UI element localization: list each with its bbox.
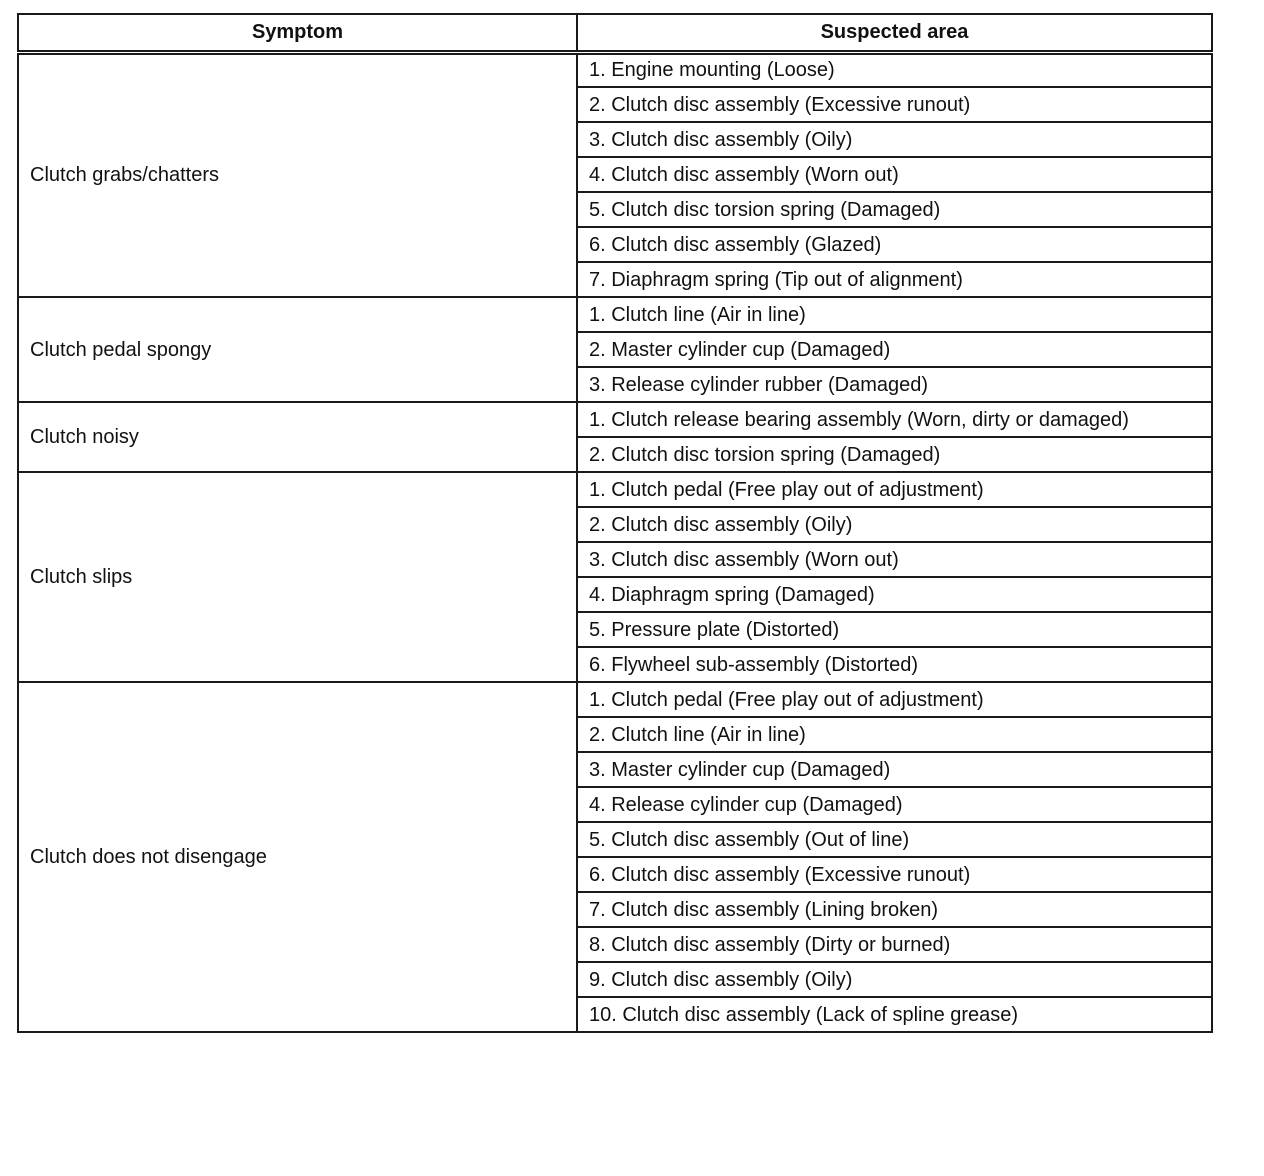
suspected-area-cell: 10. Clutch disc assembly (Lack of spline grease) bbox=[577, 997, 1212, 1032]
suspected-area-cell: 3. Master cylinder cup (Damaged) bbox=[577, 752, 1212, 787]
symptom-cell: Clutch slips bbox=[18, 472, 577, 682]
suspected-area-cell: 4. Release cylinder cup (Damaged) bbox=[577, 787, 1212, 822]
suspected-area-cell: 2. Clutch disc assembly (Oily) bbox=[577, 507, 1212, 542]
column-header-symptom: Symptom bbox=[18, 14, 577, 52]
suspected-area-cell: 1. Clutch pedal (Free play out of adjustment) bbox=[577, 682, 1212, 717]
table-body bbox=[18, 52, 1212, 1032]
suspected-area-cell: 3. Clutch disc assembly (Worn out) bbox=[577, 542, 1212, 577]
suspected-area-cell: 4. Clutch disc assembly (Worn out) bbox=[577, 157, 1212, 192]
suspected-area-cell: 9. Clutch disc assembly (Oily) bbox=[577, 962, 1212, 997]
symptom-cell: Clutch does not disengage bbox=[18, 682, 577, 1032]
suspected-area-cell: 6. Clutch disc assembly (Glazed) bbox=[577, 227, 1212, 262]
suspected-area-cell: 1. Clutch line (Air in line) bbox=[577, 297, 1212, 332]
suspected-area-cell: 1. Clutch pedal (Free play out of adjustment) bbox=[577, 472, 1212, 507]
suspected-area-cell: 1. Clutch release bearing assembly (Worn, dirty or damaged) bbox=[577, 402, 1212, 437]
table-row bbox=[18, 297, 1212, 332]
suspected-area-cell: 7. Clutch disc assembly (Lining broken) bbox=[577, 892, 1212, 927]
suspected-area-cell: 2. Clutch line (Air in line) bbox=[577, 717, 1212, 752]
table-row bbox=[18, 52, 1212, 87]
header-row bbox=[18, 14, 1212, 52]
suspected-area-cell: 6. Flywheel sub-assembly (Distorted) bbox=[577, 647, 1212, 682]
table-row bbox=[18, 472, 1212, 507]
table-row bbox=[18, 402, 1212, 437]
suspected-area-cell: 1. Engine mounting (Loose) bbox=[577, 52, 1212, 87]
troubleshooting-table bbox=[17, 13, 1213, 1033]
symptom-cell: Clutch grabs/chatters bbox=[18, 52, 577, 297]
suspected-area-cell: 2. Master cylinder cup (Damaged) bbox=[577, 332, 1212, 367]
symptom-cell: Clutch noisy bbox=[18, 402, 577, 472]
symptom-cell: Clutch pedal spongy bbox=[18, 297, 577, 402]
suspected-area-cell: 6. Clutch disc assembly (Excessive runout) bbox=[577, 857, 1212, 892]
suspected-area-cell: 2. Clutch disc assembly (Excessive runout) bbox=[577, 87, 1212, 122]
suspected-area-cell: 7. Diaphragm spring (Tip out of alignment) bbox=[577, 262, 1212, 297]
suspected-area-cell: 5. Clutch disc torsion spring (Damaged) bbox=[577, 192, 1212, 227]
suspected-area-cell: 5. Clutch disc assembly (Out of line) bbox=[577, 822, 1212, 857]
suspected-area-cell: 2. Clutch disc torsion spring (Damaged) bbox=[577, 437, 1212, 472]
suspected-area-cell: 4. Diaphragm spring (Damaged) bbox=[577, 577, 1212, 612]
column-header-suspected-area: Suspected area bbox=[577, 14, 1212, 52]
suspected-area-cell: 5. Pressure plate (Distorted) bbox=[577, 612, 1212, 647]
suspected-area-cell: 3. Release cylinder rubber (Damaged) bbox=[577, 367, 1212, 402]
suspected-area-cell: 8. Clutch disc assembly (Dirty or burned) bbox=[577, 927, 1212, 962]
table-row bbox=[18, 682, 1212, 717]
suspected-area-cell: 3. Clutch disc assembly (Oily) bbox=[577, 122, 1212, 157]
